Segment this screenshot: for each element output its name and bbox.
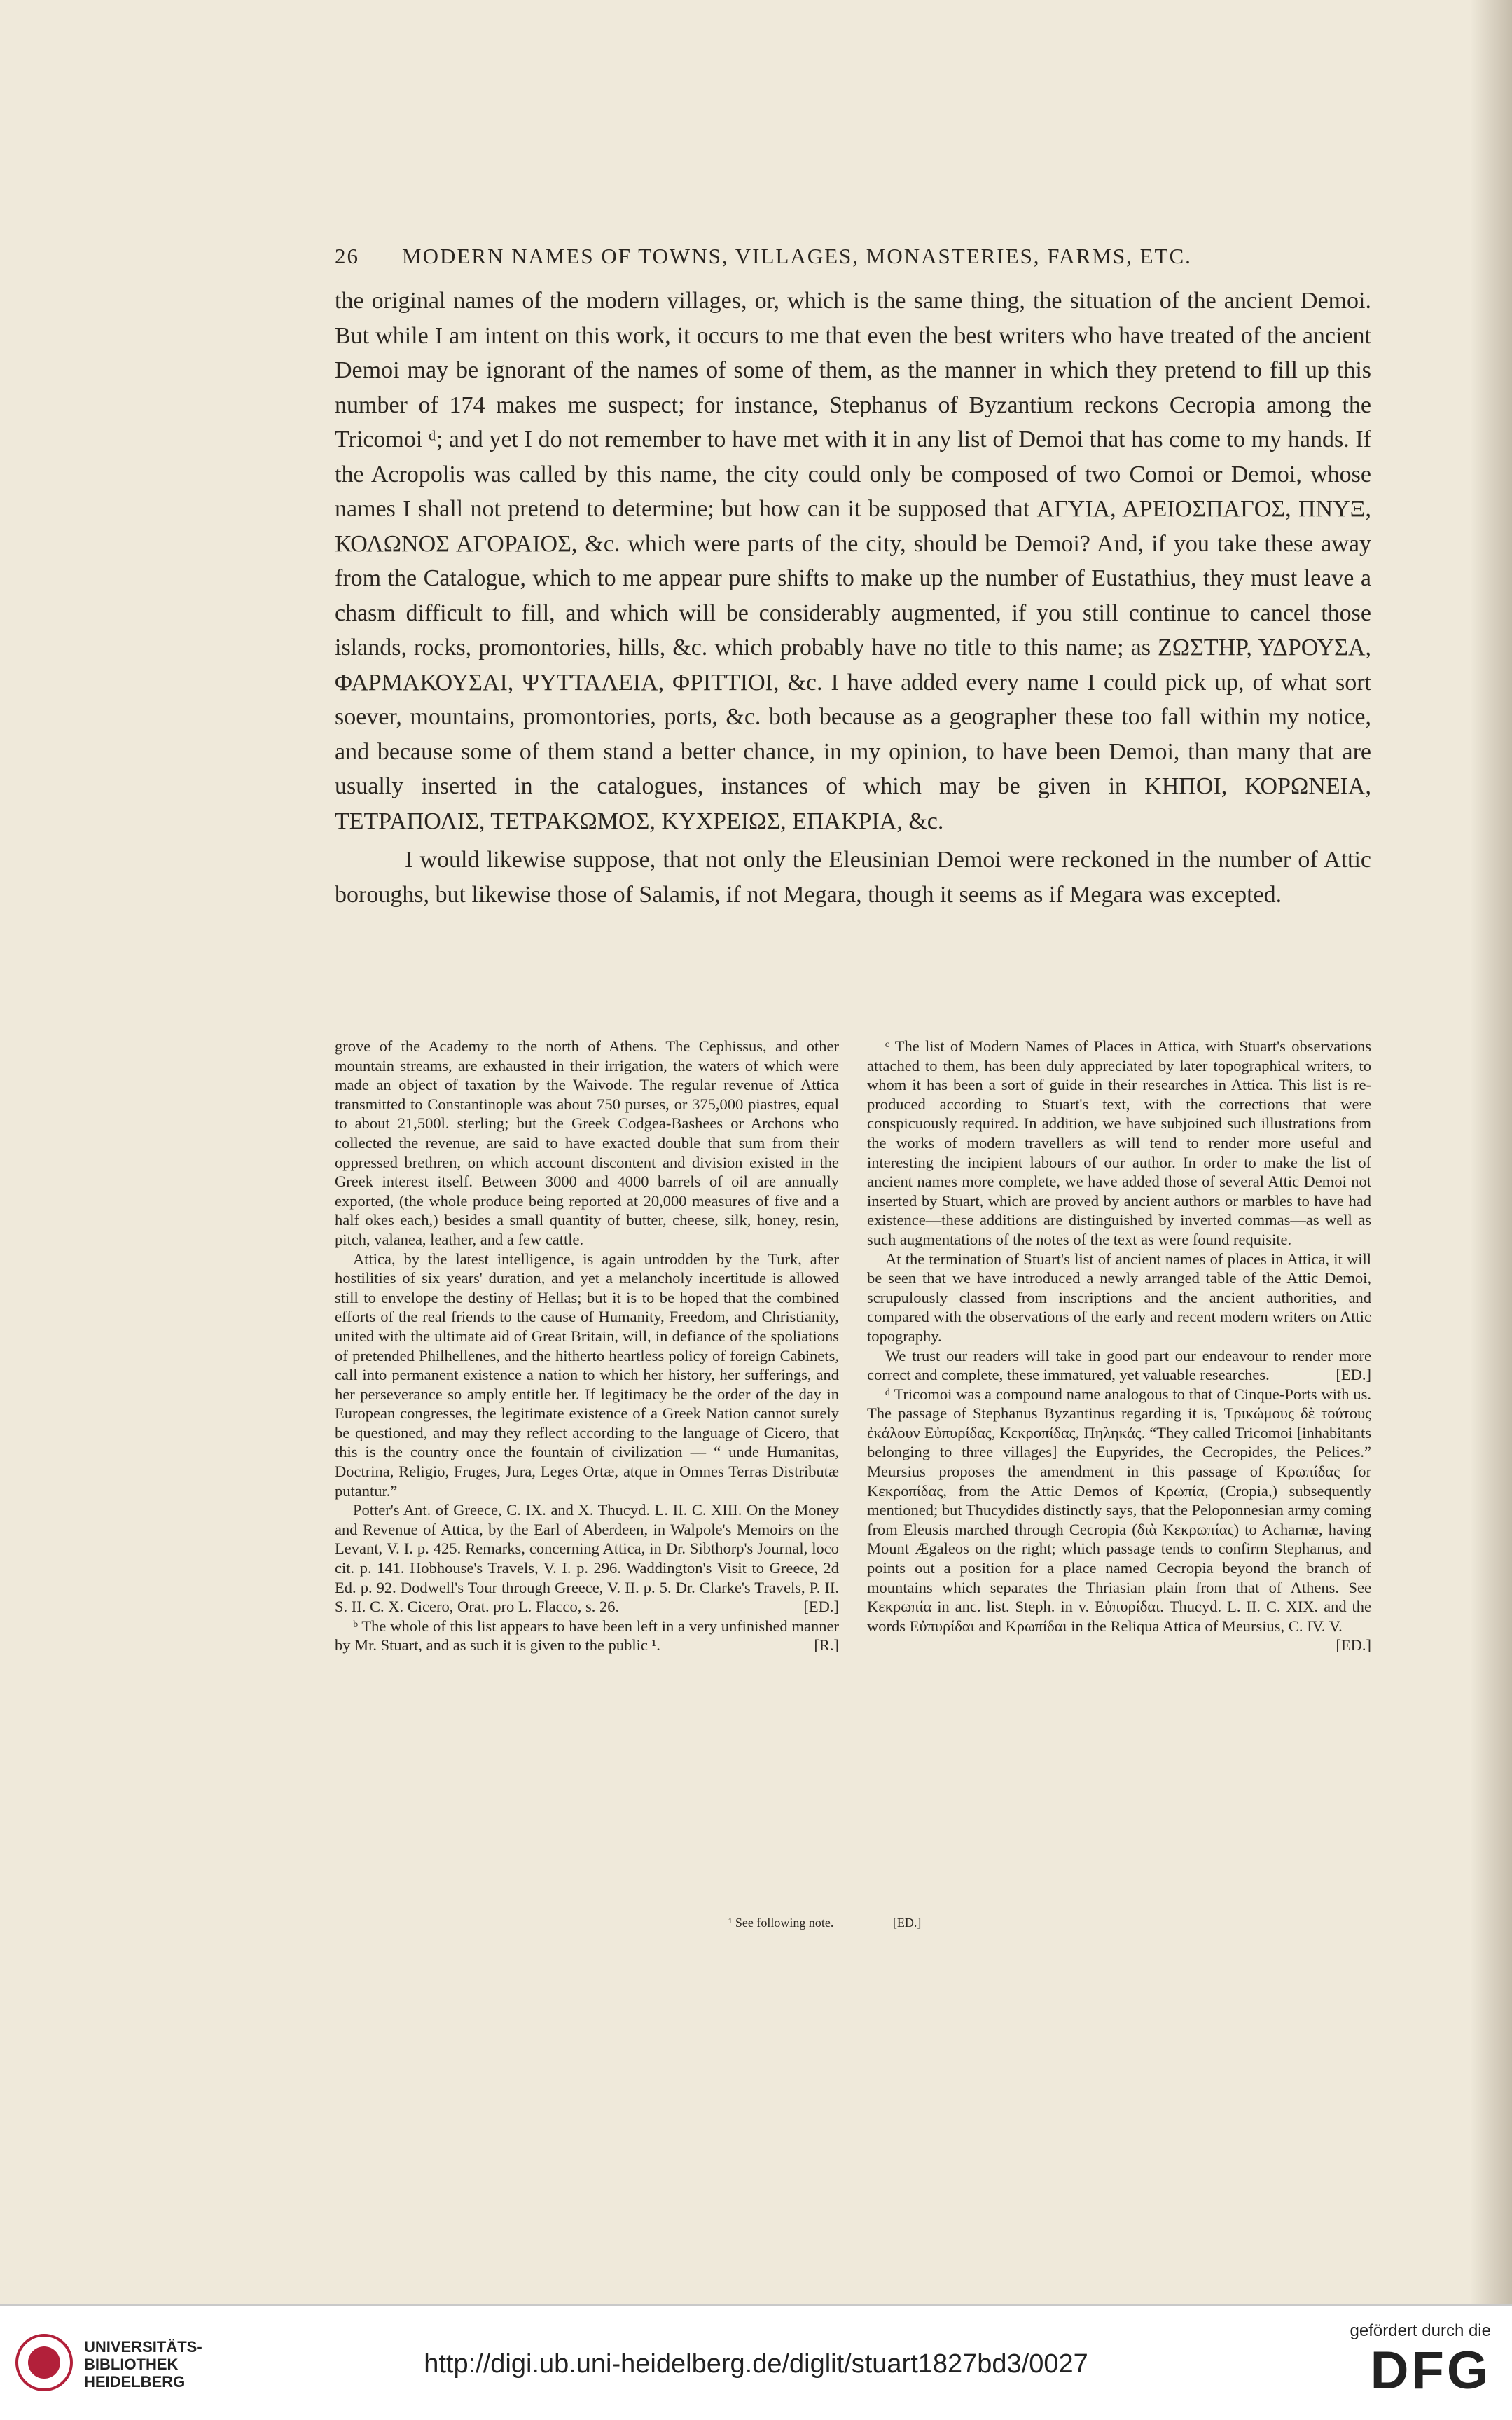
note-paragraph [867, 1385, 1371, 1654]
footnote-text: ¹ See following note. [728, 1916, 834, 1930]
note-paragraph: At the termination of Stuart's list of ancient names of places in Attica, it will be seen that we have introduced a newly arranged table of the Attic Demoi, scrupulously classed from inscriptions and the ancient authorities, and compared with the observations of the early and recent modern writers on Attic topography. [867, 1250, 1371, 1345]
viewer-footer [0, 2304, 1512, 2420]
running-head-title: MODERN NAMES OF TOWNS, VILLAGES, MONASTERIES, FARMS, ETC. [402, 244, 1192, 268]
editor-mark: [ED.] [803, 1598, 839, 1616]
notes-column-right [867, 1037, 1371, 1926]
permalink-url[interactable]: http://digi.ub.uni-heidelberg.de/diglit/stuart1827bd3/0027 [424, 2349, 1088, 2379]
paragraph: I would likewise suppose, that not only the Eleusinian Demoi were reckoned in the number of Attic boroughs, but likewise those of Salamis, if not Megara, though it seems as if Megara was excepted. [335, 847, 1371, 908]
footnote [728, 1916, 1078, 1930]
paragraph: the original names of the modern villages, or, which is the same thing, the situation of the ancient Demoi. But while I am intent on this work, it occurs to me that even the best writers who have treated of the ancient Demoi may be ignorant of the names of some of them, as the manner in which they pretend to fill up this number of 174 makes me suspect; for instance, Stephanus of Byzantium reckons Cecropia among the Tricomoi ᵈ; and yet I do not remember to have met with it in any list of Demoi that has come to my hands. If the Acropolis was called by this name, the city could only be composed of two Comoi or Demoi, whose names I shall not pretend to determine; but how can it be supposed that ΑΓΥΙΑ, ΑΡΕΙΟΣΠΑΓΟΣ, ΠΝΥΞ, ΚΟΛΩΝΟΣ ΑΓΟΡΑΙΟΣ, &c. which were parts of the city, should be Demoi? And, if you take these away from the Catalogue, which to me appear pure shifts to make up the number of Eustathius, they must leave a chasm difficult to fill, and which will be considerably augmented, if you still continue to cancel those islands, rocks, promontories, hills, &c. which probably have no title to this name; as ΖΩΣΤΗΡ, ΥΔΡΟΥΣΑ, ΦΑΡΜΑΚΟΥΣΑΙ, ΨΥΤΤΑΛΕΙΑ, ΦΡΙΤΤΙΟΙ, &c. I have added every name I could pick up, of what sort soever, mountains, promontories, ports, &c. both because as a geographer these too fall within my notice, and because some of them stand a better chance, in my opinion, to have been Demoi, than many that are usually inserted in the catalogues, instances of which may be given in ΚΗΠΟΙ, ΚΟΡΩΝΕΙΑ, ΤΕΤΡΑΠΟΛΙΣ, ΤΕΤΡΑΚΩΜΟΣ, ΚΥΧΡΕΙΩΣ, ΕΠΑΚΡΙΑ, &c. [335, 288, 1371, 834]
editor-mark: [ED.] [1336, 1366, 1371, 1384]
library-name: UNIVERSITÄTS- BIBLIOTHEK HEIDELBERG [84, 2338, 202, 2391]
running-head [335, 244, 1371, 269]
notes-column-left [335, 1037, 839, 1926]
note-paragraph [335, 1500, 839, 1617]
notes-area [335, 1037, 1371, 1926]
editor-mark: [ED.] [892, 1916, 922, 1930]
note-paragraph: ᶜ The list of Modern Names of Places in Attica, with Stuart's observations attached to them, has been duly appreciated by later topographical writers, to whom it has been a sort of guide in their researches in Attica. This list is re-produced according to Stuart's text, with the corrections that were conspicuously required. In addition, we have subjoined such illustrations from the works of modern travellers as will tend to render more useful and interesting the incipient labours of our author. In order to make the list of ancient names more complete, we have added those of several Attic Demoi not inserted by Stuart, which are proved by ancient authors or marbles to have had existence—these additions are distinguished by inverted commas—as well as such augmentations of the notes of the text as were found requisite. [867, 1037, 1371, 1248]
note-text: ᵈ Tricomoi was a compound name analogous to that of Cinque-Ports with us. The passage of Stephanus Byzantinus regarding it is, Τρικώμους δὲ τούτους ἐκάλουν Εὐπυρίδας, Κεκροπίδας, Πηληκάς. “They called Tricomoi [inhabitants belonging to three villages] the Eupyrides, the Cecropides, the Pelices.” Meursius proposes the amendment in this passage of Κρωπίδας for Κεκροπίδας, from the Attic Demos of Κρωπία, (Cropia,) subsequently mentioned; but Thucydides distinctly says, that the Peloponnesian army coming from Eleusis marched through Cecropia (διὰ Κεκρωπίας) to Acharnæ, having Mount Ægaleos on the right; which passage tends to confirm Stephanus, and points out a position for a place named Cecropia beyond the branch of mountains which separates the Thriasian plain from that of Athens. See Κεκρωπία in anc. list. Steph. in v. Εὐπυρίδαι. Thucyd. L. II. C. XIX. and the words Εὐπυρίδαι and Κρωπίδαι in the Reliqua Attica of Meursius, C. IV. V. [867, 1385, 1371, 1635]
dfg-logo: DFG [1370, 2341, 1491, 2400]
sponsor-caption: gefördert durch die [1350, 2321, 1491, 2340]
reviser-mark: [R.] [814, 1636, 839, 1654]
note-paragraph [867, 1346, 1371, 1385]
note-paragraph: grove of the Academy to the north of Athens. The Cephissus, and other mountain streams, are exhausted in their irrigation, the waters of which were made an object of taxation by the Waivode. The regular revenue of Attica transmitted to Constantinople was about 750 purses, or 375,000 piastres, equal to about 21,500l. sterling; but the Greek Codgea-Bashees or Archons who collected the revenue, are said to have exacted double that sum from their oppressed brethren, on which account discontent and division existed in the Greek interest itself. Between 3000 and 4000 barrels of oil are annually exported, (the whole produce being reported at 20,000 measures of five and a half okes each,) besides a small quantity of butter, cheese, silk, honey, resin, pitch, valanea, leather, and a few cattle. [335, 1037, 839, 1248]
note-text: We trust our readers will take in good part our endeavour to render more correct and complete, these immatured, yet valuable researches. [867, 1346, 1371, 1384]
note-text: ᵇ The whole of this list appears to have been left in a very unfinished manner by Mr. Stuart, and as such it is given to the public ¹. [335, 1617, 839, 1654]
note-paragraph [335, 1617, 839, 1655]
note-paragraph: Attica, by the latest intelligence, is again untrodden by the Turk, after hostilities of six years' duration, and yet a melancholy incertitude is allowed still to envelope the destiny of Hellas; but it is to be hoped that the combined efforts of the real friends to the cause of Humanity, Freedom, and Christianity, united with the ultimate aid of Great Britain, will, in defiance of the spoliations of pretended Philhellenes, and the hitherto heartless policy of foreign Cabinets, call into permanent existence a nation to which her history, her sufferings, and her perseverance so amply entitle her. If legitimacy be the order of the day in European congresses, the legitimate existence of a Greek Nation cannot surely be questioned, and may they reflect according to the language of Cicero, that this is the country once the fountain of civilization — “ unde Humanitas, Doctrina, Religio, Fruges, Jura, Leges Ortæ, atque in Omnes Terras Distributæ putantur.” [335, 1250, 839, 1500]
note-text: Potter's Ant. of Greece, C. IX. and X. Thucyd. L. II. C. XIII. On the Money and Revenue of Attica, by the Earl of Aberdeen, in Walpole's Memoirs on the Levant, V. I. p. 425. Remarks, concerning Attica, in Dr. Sibthorp's Journal, loco cit. p. 141. Hobhouse's Travels, V. I. p. 296. Waddington's Visit to Greece, 2d Ed. p. 92. Dodwell's Tour through Greece, V. II. p. 5. Dr. Clarke's Travels, P. II. S. II. C. X. Cicero, Orat. pro L. Flacco, s. 26. [335, 1501, 839, 1616]
page-edge-shadow [1470, 0, 1512, 2304]
sponsor-block[interactable] [1309, 2321, 1491, 2405]
page-number: 26 [335, 244, 359, 268]
editor-mark: [ED.] [1336, 1636, 1371, 1654]
main-text [335, 284, 1371, 912]
